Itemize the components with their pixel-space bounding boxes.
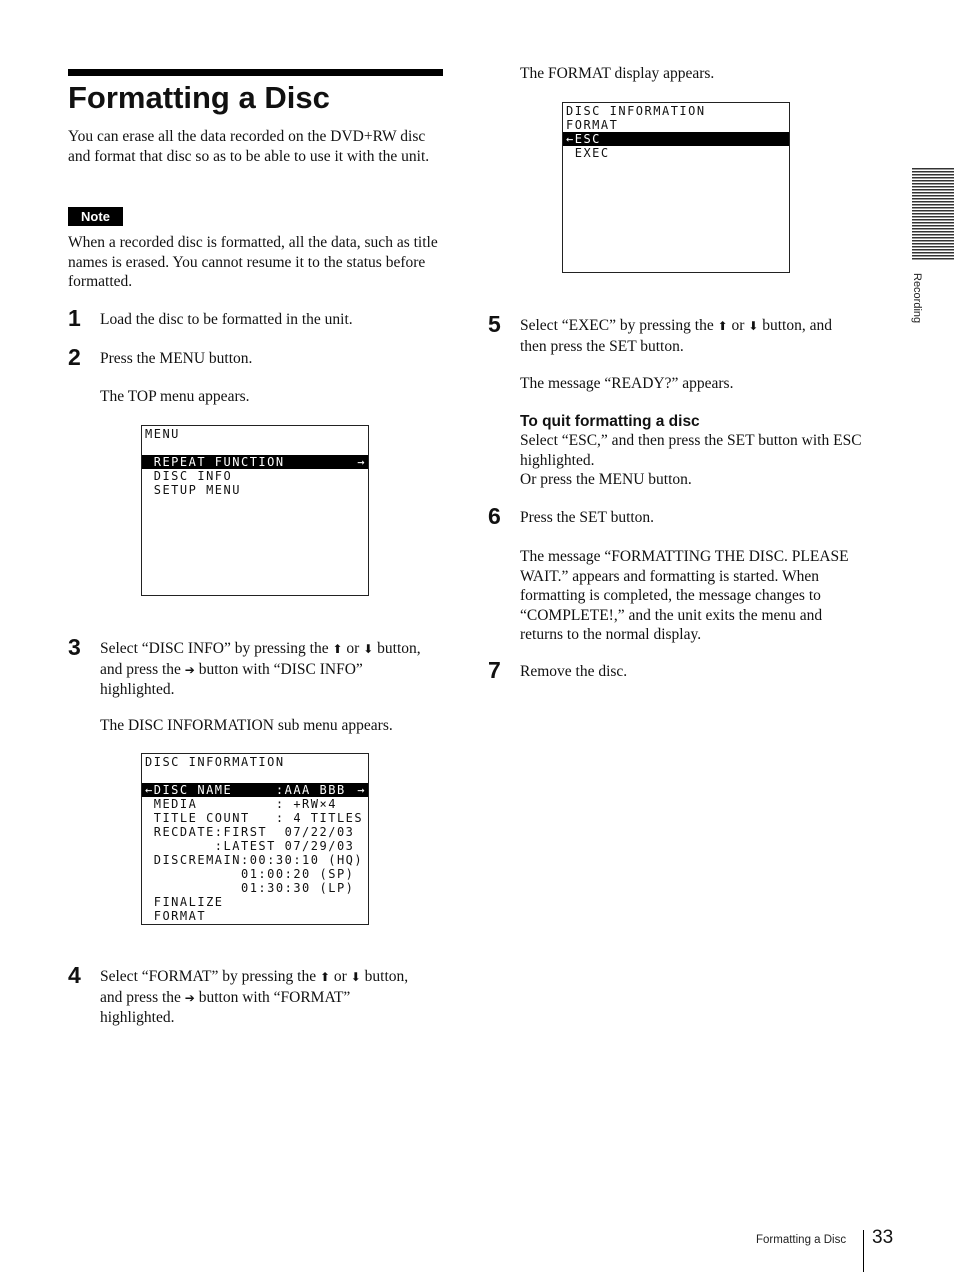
up-arrow-icon: ⬆︎	[717, 319, 728, 333]
step-text: Select “FORMAT” by pressing the ⬆︎ or ⬇︎ button, and press the ➔ button with “FORMAT” highlighted.	[100, 968, 409, 1026]
step-subtext: The message “FORMATTING THE DISC. PLEASE WAIT.” appears and formatting is started. When formatting is completed, the message changes to “COMPLETE!,” and the unit exits the menu and returns to the normal display.	[520, 548, 849, 643]
section-side-label: Recording	[911, 273, 923, 324]
step-text: Load the disc to be formatted in the unit.	[100, 311, 353, 328]
screen-row: DISC INFORMATION	[145, 755, 285, 769]
title-rule	[68, 69, 443, 76]
step-number: 2	[68, 344, 81, 370]
step-number: 7	[488, 657, 501, 683]
screen-row: DISC INFORMATION	[566, 104, 706, 118]
screen-row: :LATEST 07/29/03	[145, 839, 355, 853]
right-arrow-icon: →	[357, 783, 366, 797]
down-arrow-icon: ⬇︎	[350, 970, 361, 984]
step-text: Select “EXEC” by pressing the ⬆︎ or ⬇︎ button, and then press the SET button.	[520, 317, 832, 355]
section-thumb-index	[912, 168, 954, 260]
screen-row: TITLE COUNT : 4 TITLES	[145, 811, 364, 825]
disc-information-screen	[141, 753, 369, 925]
step-number: 3	[68, 634, 81, 660]
quit-text: Or press the MENU button.	[520, 471, 692, 488]
screen-row: FORMAT	[145, 909, 207, 923]
step-number: 5	[488, 311, 501, 337]
step-number: 4	[68, 962, 81, 988]
step-number: 1	[68, 305, 81, 331]
menu-screen	[141, 425, 369, 596]
step-text: Select “DISC INFO” by pressing the ⬆︎ or ⬇︎ button, and press the ➔ button with “DISC INFO” highlighted.	[100, 640, 421, 698]
footer-divider	[863, 1230, 864, 1272]
step-text: Press the MENU button.	[100, 350, 253, 367]
right-arrow-icon: ➔	[184, 990, 195, 1005]
right-arrow-icon: ➔	[184, 662, 195, 677]
step-subtext: The DISC INFORMATION sub menu appears.	[100, 717, 393, 734]
screen-row: 01:00:20 (SP)	[145, 867, 355, 881]
screen-row: 01:30:30 (LP)	[145, 881, 355, 895]
quit-text: Select “ESC,” and then press the SET button with ESC highlighted.	[520, 432, 862, 469]
step-text: Press the SET button.	[520, 509, 655, 526]
up-arrow-icon: ⬆︎	[332, 642, 343, 656]
down-arrow-icon: ⬇︎	[748, 319, 759, 333]
up-arrow-icon: ⬆︎	[319, 970, 331, 984]
screen-row: MEDIA : +RW×4	[145, 797, 337, 811]
screen-row: EXEC	[566, 146, 610, 160]
screen-row-label: REPEAT FUNCTION	[145, 455, 285, 469]
note-text: When a recorded disc is formatted, all the data, such as title names is erased. You cannot resume it to the status before formatted.	[68, 234, 438, 290]
screen-row: DISC INFO	[145, 469, 233, 483]
screen-row: SETUP MENU	[145, 483, 241, 497]
intro-text: You can erase all the data recorded on the DVD+RW disc and format that disc so as to be able to use it with the unit.	[68, 128, 430, 165]
footer-section-title: Formatting a Disc	[756, 1234, 847, 1246]
screen-row: DISCREMAIN:00:30:10 (HQ)	[145, 853, 364, 867]
step-subtext: The TOP menu appears.	[100, 388, 250, 405]
screen-row-highlighted	[142, 783, 368, 797]
screen-row-highlighted: ←ESC	[563, 132, 789, 146]
note-badge: Note	[68, 207, 123, 226]
step-number: 6	[488, 503, 501, 529]
right-arrow-icon: →	[357, 455, 366, 469]
screen-row: RECDATE:FIRST 07/22/03	[145, 825, 355, 839]
step-subtext: The message “READY?” appears.	[520, 375, 734, 392]
screen-row: FINALIZE	[145, 895, 224, 909]
page-number: 33	[872, 1227, 894, 1248]
screen-row: FORMAT	[566, 118, 619, 132]
down-arrow-icon: ⬇︎	[363, 642, 374, 656]
screen-row: MENU	[145, 427, 180, 441]
step-text: Remove the disc.	[520, 663, 628, 680]
quit-heading: To quit formatting a disc	[520, 413, 700, 430]
screen-row-label: ←DISC NAME :AAA BBB	[145, 783, 346, 797]
format-screen	[562, 102, 790, 273]
format-display-caption: The FORMAT display appears.	[520, 65, 715, 82]
page-title: Formatting a Disc	[68, 80, 330, 115]
screen-row-highlighted	[142, 455, 368, 469]
